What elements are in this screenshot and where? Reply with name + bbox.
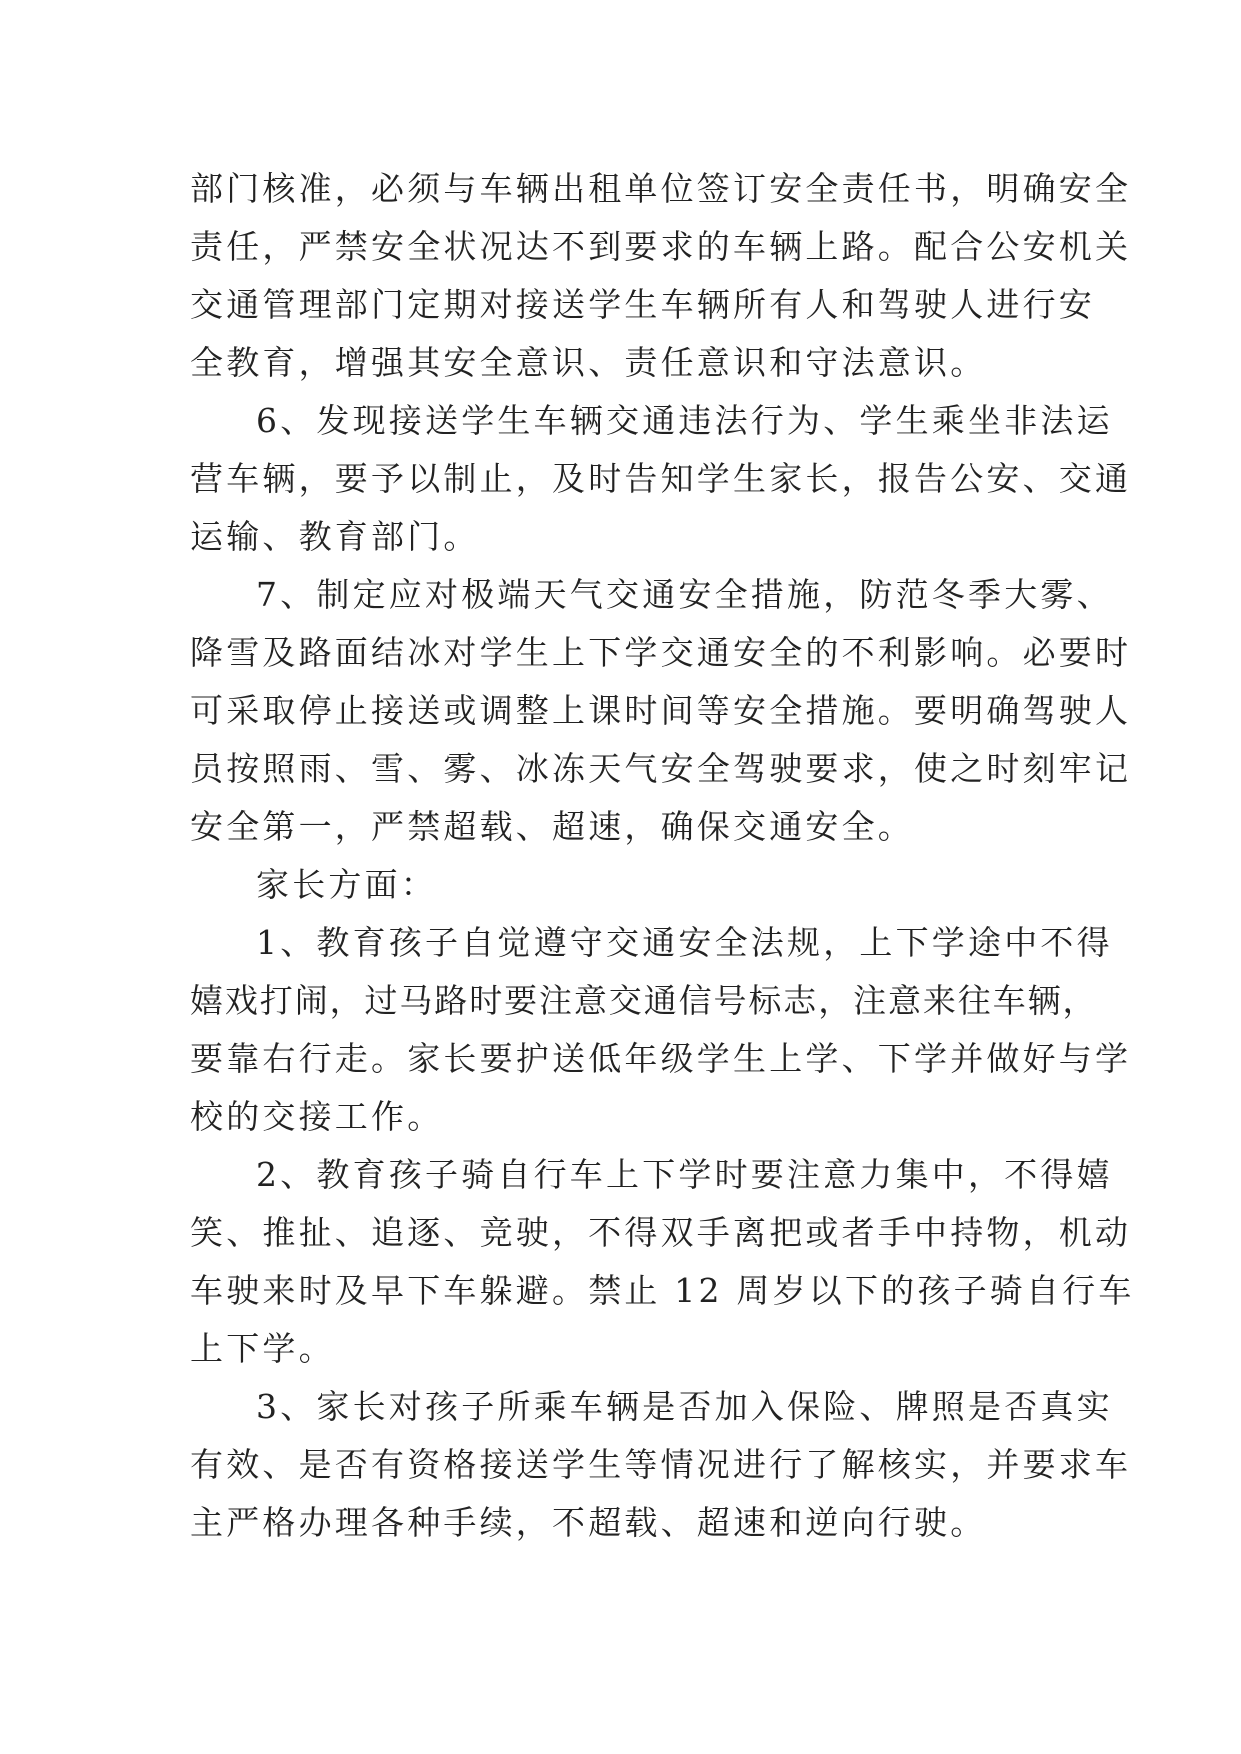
text-line: 上下学。 bbox=[190, 1329, 335, 1368]
text-line: 安全第一，严禁超载、超速，确保交通安全。 bbox=[190, 807, 914, 846]
text-line: 校的交接工作。 bbox=[190, 1097, 444, 1136]
parent-item-3-first-line: 3、家长对孩子所乘车辆是否加入保险、牌照是否真实 bbox=[256, 1387, 1113, 1426]
section-heading: 家长方面： bbox=[256, 865, 437, 904]
text-line: 责任，严禁安全状况达不到要求的车辆上路。配合公安机关 bbox=[190, 227, 1132, 266]
text-line: 运输、教育部门。 bbox=[190, 517, 480, 556]
text-line: 交通管理部门定期对接送学生车辆所有人和驾驶人进行安 bbox=[190, 285, 1095, 324]
text-line: 部门核准，必须与车辆出租单位签订安全责任书，明确安全 bbox=[190, 169, 1132, 208]
text-line: 笑、推扯、追逐、竞驶，不得双手离把或者手中持物，机动 bbox=[190, 1213, 1132, 1252]
text-line: 车驶来时及早下车躲避。禁止 12 周岁以下的孩子骑自行车 bbox=[190, 1271, 1135, 1310]
text-line: 员按照雨、雪、雾、冰冻天气安全驾驶要求，使之时刻牢记 bbox=[190, 749, 1132, 788]
text-line: 要靠右行走。家长要护送低年级学生上学、下学并做好与学 bbox=[190, 1039, 1132, 1078]
parent-item-2-first-line: 2、教育孩子骑自行车上下学时要注意力集中，不得嬉 bbox=[256, 1155, 1113, 1194]
text-line: 有效、是否有资格接送学生等情况进行了解核实，并要求车 bbox=[190, 1445, 1132, 1484]
text-line: 嬉戏打闹，过马路时要注意交通信号标志，注意来往车辆， bbox=[190, 981, 1098, 1020]
parent-item-1-first-line: 1、教育孩子自觉遵守交通安全法规，上下学途中不得 bbox=[256, 923, 1113, 962]
text-line: 全教育，增强其安全意识、责任意识和守法意识。 bbox=[190, 343, 987, 382]
body-text bbox=[190, 160, 1135, 1552]
text-line: 降雪及路面结冰对学生上下学交通安全的不利影响。必要时 bbox=[190, 633, 1132, 672]
paragraph-6-first-line: 6、发现接送学生车辆交通违法行为、学生乘坐非法运 bbox=[256, 401, 1113, 440]
paragraph-7-first-line: 7、制定应对极端天气交通安全措施，防范冬季大雾、 bbox=[256, 575, 1113, 614]
text-line: 营车辆，要予以制止，及时告知学生家长，报告公安、交通 bbox=[190, 459, 1132, 498]
text-line: 主严格办理各种手续，不超载、超速和逆向行驶。 bbox=[190, 1503, 987, 1542]
text-line: 可采取停止接送或调整上课时间等安全措施。要明确驾驶人 bbox=[190, 691, 1132, 730]
